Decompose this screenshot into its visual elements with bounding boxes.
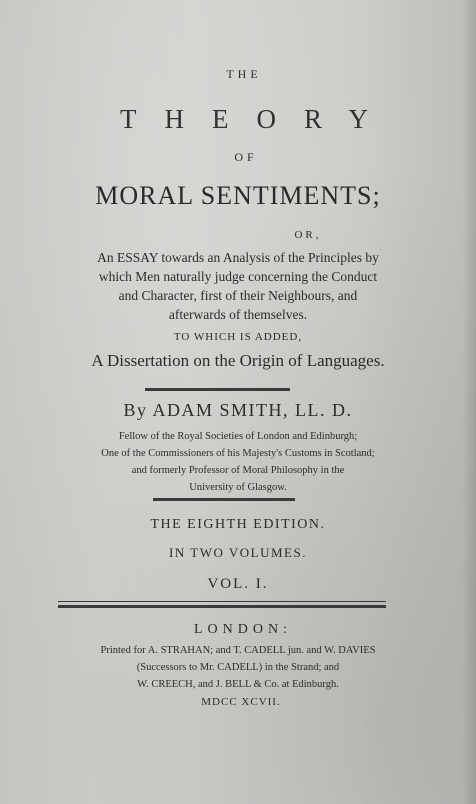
author-line: By ADAM SMITH, LL. D. [123,400,353,420]
essay-line: An ESSAY towards an Analysis of the Principles by [97,250,379,265]
publication-date: MDCC XCVII. [201,696,281,708]
volumes-line: IN TWO VOLUMES. [169,545,307,560]
credential-line: One of the Commissioners of his Majesty's Customs in Scotland; [101,448,375,459]
imprint-line: (Successors to Mr. CADELL) in the Strand; and [136,662,340,673]
volume-number: VOL. I. [207,576,269,592]
place-of-publication: LONDON: [194,622,292,637]
credential-line: University of Glasgow. [189,482,287,493]
essay-description [0,248,476,324]
subtitle-or: OR, [294,229,322,241]
printer-imprint [0,642,476,693]
essay-line: and Character, first of their Neighbours, and [118,288,358,303]
title-article: THE [226,67,262,81]
dissertation-title: A Dissertation on the Origin of Languages. [91,351,385,370]
credential-line: Fellow of the Royal Societies of London and Edinburgh; [118,431,358,442]
credential-line: and formerly Professor of Moral Philosophy in the [131,465,345,476]
essay-line: which Men naturally judge concerning the Conduct [98,269,378,284]
double-rule-bottom [58,605,386,608]
double-rule-top [58,601,386,602]
title-theory: THEORY [120,104,396,134]
imprint-line: W. CREECH, and J. BELL & Co. at Edinburgh. [137,679,339,690]
imprint-line: Printed for A. STRAHAN; and T. CADELL jun. and W. DAVIES [100,645,376,656]
added-heading: TO WHICH IS ADDED, [173,331,303,343]
author-credentials [0,428,476,496]
edition-line: THE EIGHTH EDITION. [150,517,326,532]
ornamental-rule [153,498,295,501]
main-title: MORAL SENTIMENTS; [95,181,381,210]
essay-line: afterwards of themselves. [168,307,308,322]
ornamental-rule [145,388,290,391]
title-of: OF [234,150,258,164]
